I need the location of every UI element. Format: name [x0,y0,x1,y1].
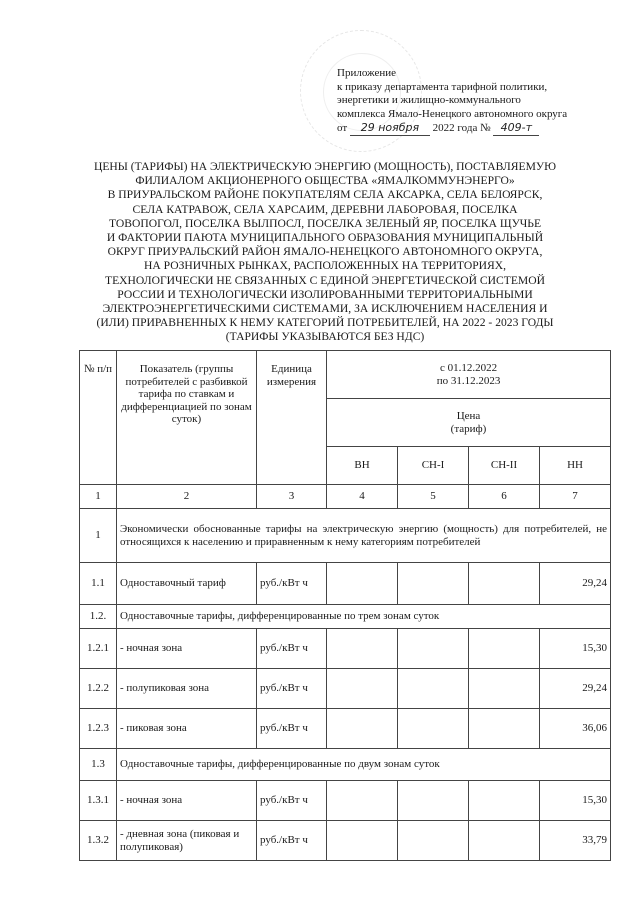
appendix-title: Приложение [337,67,397,79]
row-unit: руб./кВт ч [257,563,327,605]
handwritten-order-number: 409-т [493,121,539,136]
document-title [40,160,610,345]
section-text: Экономически обоснованные тарифы на электрическую энергию (мощность) для потребителей, не относящихся к населению и приравненным к нему категориям потребителей [117,509,611,563]
cell-sn2 [469,629,540,669]
cell-sn1 [398,629,469,669]
row-unit: руб./кВт ч [257,709,327,749]
title-line: ЦЕНЫ (ТАРИФЫ) НА ЭЛЕКТРИЧЕСКУЮ ЭНЕРГИЮ (МОЩНОСТЬ), ПОСТАВЛЯЕМУЮ [93,160,557,173]
cell-sn2 [469,563,540,605]
table-row [80,781,611,821]
row-number: 1.1 [80,563,117,605]
title-line: В ПРИУРАЛЬСКОМ РАЙОНЕ ПОКУПАТЕЛЯМ СЕЛА АКСАРКА, СЕЛА БЕЛОЯРСК, [107,188,543,202]
section-row [80,509,611,563]
header-vn: ВН [327,447,398,485]
header-period-to: по 31.12.2023 [436,374,501,387]
col-number: 5 [398,485,469,509]
header-sn1: СН-I [398,447,469,485]
appendix-line: энергетики и жилищно-коммунального [337,94,521,106]
row-unit: руб./кВт ч [257,629,327,669]
col-number: 7 [540,485,611,509]
cell-sn2 [469,821,540,861]
cell-nn: 15,30 [540,781,611,821]
header-num: № п/п [80,351,117,485]
row-name: - ночная зона [117,781,257,821]
tariff-table [79,350,611,861]
section-text: Одноставочные тарифы, дифференцированные по двум зонам суток [117,749,611,781]
cell-vn [327,629,398,669]
year-text: 2022 года № [432,122,491,134]
header-nn: НН [540,447,611,485]
cell-vn [327,669,398,709]
header-indicator: Показатель (группы потребителей с разбивкой тарифа по ставкам и дифференциацией по зонам суток) [117,351,257,485]
cell-sn1 [398,709,469,749]
row-name: - ночная зона [117,629,257,669]
table-row [80,563,611,605]
appendix-line: комплекса Ямало-Ненецкого автономного округа [337,107,568,120]
col-number: 1 [80,485,117,509]
appendix-header [337,67,627,136]
appendix-line: к приказу департамента тарифной политики, [337,80,548,93]
header-sn2: СН-II [469,447,540,485]
cell-nn: 36,06 [540,709,611,749]
cell-nn: 29,24 [540,563,611,605]
title-line: РОССИИ И ТЕХНОЛОГИЧЕСКИ ИЗОЛИРОВАННЫМИ ТЕРРИТОРИАЛЬНЫМИ [117,287,533,301]
title-line: ТОВОПОГОЛ, ПОСЕЛКА ВЫЛПОСЛ, ПОСЕЛКА ЗЕЛЕНЫЙ ЯР, ПОСЕЛКА ЩУЧЬЕ [108,216,542,230]
section-text: Одноставочные тарифы, дифференцированные по трем зонам суток [117,605,611,629]
table-row [80,821,611,861]
row-unit: руб./кВт ч [257,669,327,709]
cell-nn: 15,30 [540,629,611,669]
table-row [80,669,611,709]
col-number: 2 [117,485,257,509]
cell-vn [327,563,398,605]
header-period [327,351,611,399]
section-row [80,749,611,781]
title-line: ФИЛИАЛОМ АКЦИОНЕРНОГО ОБЩЕСТВА «ЯМАЛКОММУНЭНЕРГО» [135,174,515,188]
col-number: 3 [257,485,327,509]
cell-vn [327,781,398,821]
title-line: ОКРУГ ПРИУРАЛЬСКИЙ РАЙОН ЯМАЛО-НЕНЕЦКОГО АВТОНОМНОГО ОКРУГА, [107,245,543,259]
row-name: - полупиковая зона [117,669,257,709]
title-line: ТЕХНОЛОГИЧЕСКИ НЕ СВЯЗАННЫХ С ЕДИНОЙ ЭНЕРГЕТИЧЕСКОЙ СИСТЕМОЙ [105,273,545,287]
row-name: - пиковая зона [117,709,257,749]
header-price-sub: (тариф) [450,422,487,435]
section-row [80,605,611,629]
cell-nn: 29,24 [540,669,611,709]
appendix-date-line [337,121,627,136]
header-price [327,399,611,447]
row-unit: руб./кВт ч [257,781,327,821]
column-number-row [80,485,611,509]
row-number: 1.2.3 [80,709,117,749]
cell-sn1 [398,669,469,709]
cell-sn2 [469,669,540,709]
row-number: 1.3.1 [80,781,117,821]
cell-vn [327,709,398,749]
row-name: - дневная зона (пиковая и полупиковая) [117,821,257,861]
title-line: (ИЛИ) ПРИРАВНЕННЫХ К НЕМУ КАТЕГОРИЙ ПОТРЕБИТЕЛЕЙ, НА 2022 - 2023 ГОДЫ [96,316,554,330]
section-number: 1.3 [80,749,117,781]
col-number: 6 [469,485,540,509]
cell-sn1 [398,781,469,821]
section-number: 1.2. [80,605,117,629]
title-line: ЭЛЕКТРОЭНЕРГЕТИЧЕСКИМИ СИСТЕМАМИ, ЗА ИСКЛЮЧЕНИЕМ НАСЕЛЕНИЯ И [102,302,548,316]
title-line: НА РОЗНИЧНЫХ РЫНКАХ, РАСПОЛОЖЕННЫХ НА ТЕРРИТОРИЯХ, [143,259,507,273]
date-prefix: от [337,122,348,134]
header-price-label: Цена [456,410,481,422]
col-number: 4 [327,485,398,509]
title-line: И ФАКТОРИИ ПАЮТА МУНИЦИПАЛЬНОГО ОБРАЗОВАНИЯ МУНИЦИПАЛЬНЫЙ [106,231,544,245]
handwritten-date: 29 ноября [350,121,430,136]
row-number: 1.2.2 [80,669,117,709]
cell-sn2 [469,709,540,749]
header-period-from: с 01.12.2022 [439,362,498,374]
cell-sn1 [398,821,469,861]
cell-nn: 33,79 [540,821,611,861]
header-unit: Единица измерения [257,351,327,485]
row-unit: руб./кВт ч [257,821,327,861]
cell-vn [327,821,398,861]
title-line: СЕЛА КАТРАВОЖ, СЕЛА ХАРСАИМ, ДЕРЕВНИ ЛАБОРОВАЯ, ПОСЕЛКА [132,202,518,216]
table-row [80,629,611,669]
table-row [80,709,611,749]
row-name: Одноставочный тариф [117,563,257,605]
title-line: (ТАРИФЫ УКАЗЫВАЮТСЯ БЕЗ НДС) [225,330,425,344]
cell-sn1 [398,563,469,605]
row-number: 1.2.1 [80,629,117,669]
cell-sn2 [469,781,540,821]
section-number: 1 [80,509,117,563]
row-number: 1.3.2 [80,821,117,861]
